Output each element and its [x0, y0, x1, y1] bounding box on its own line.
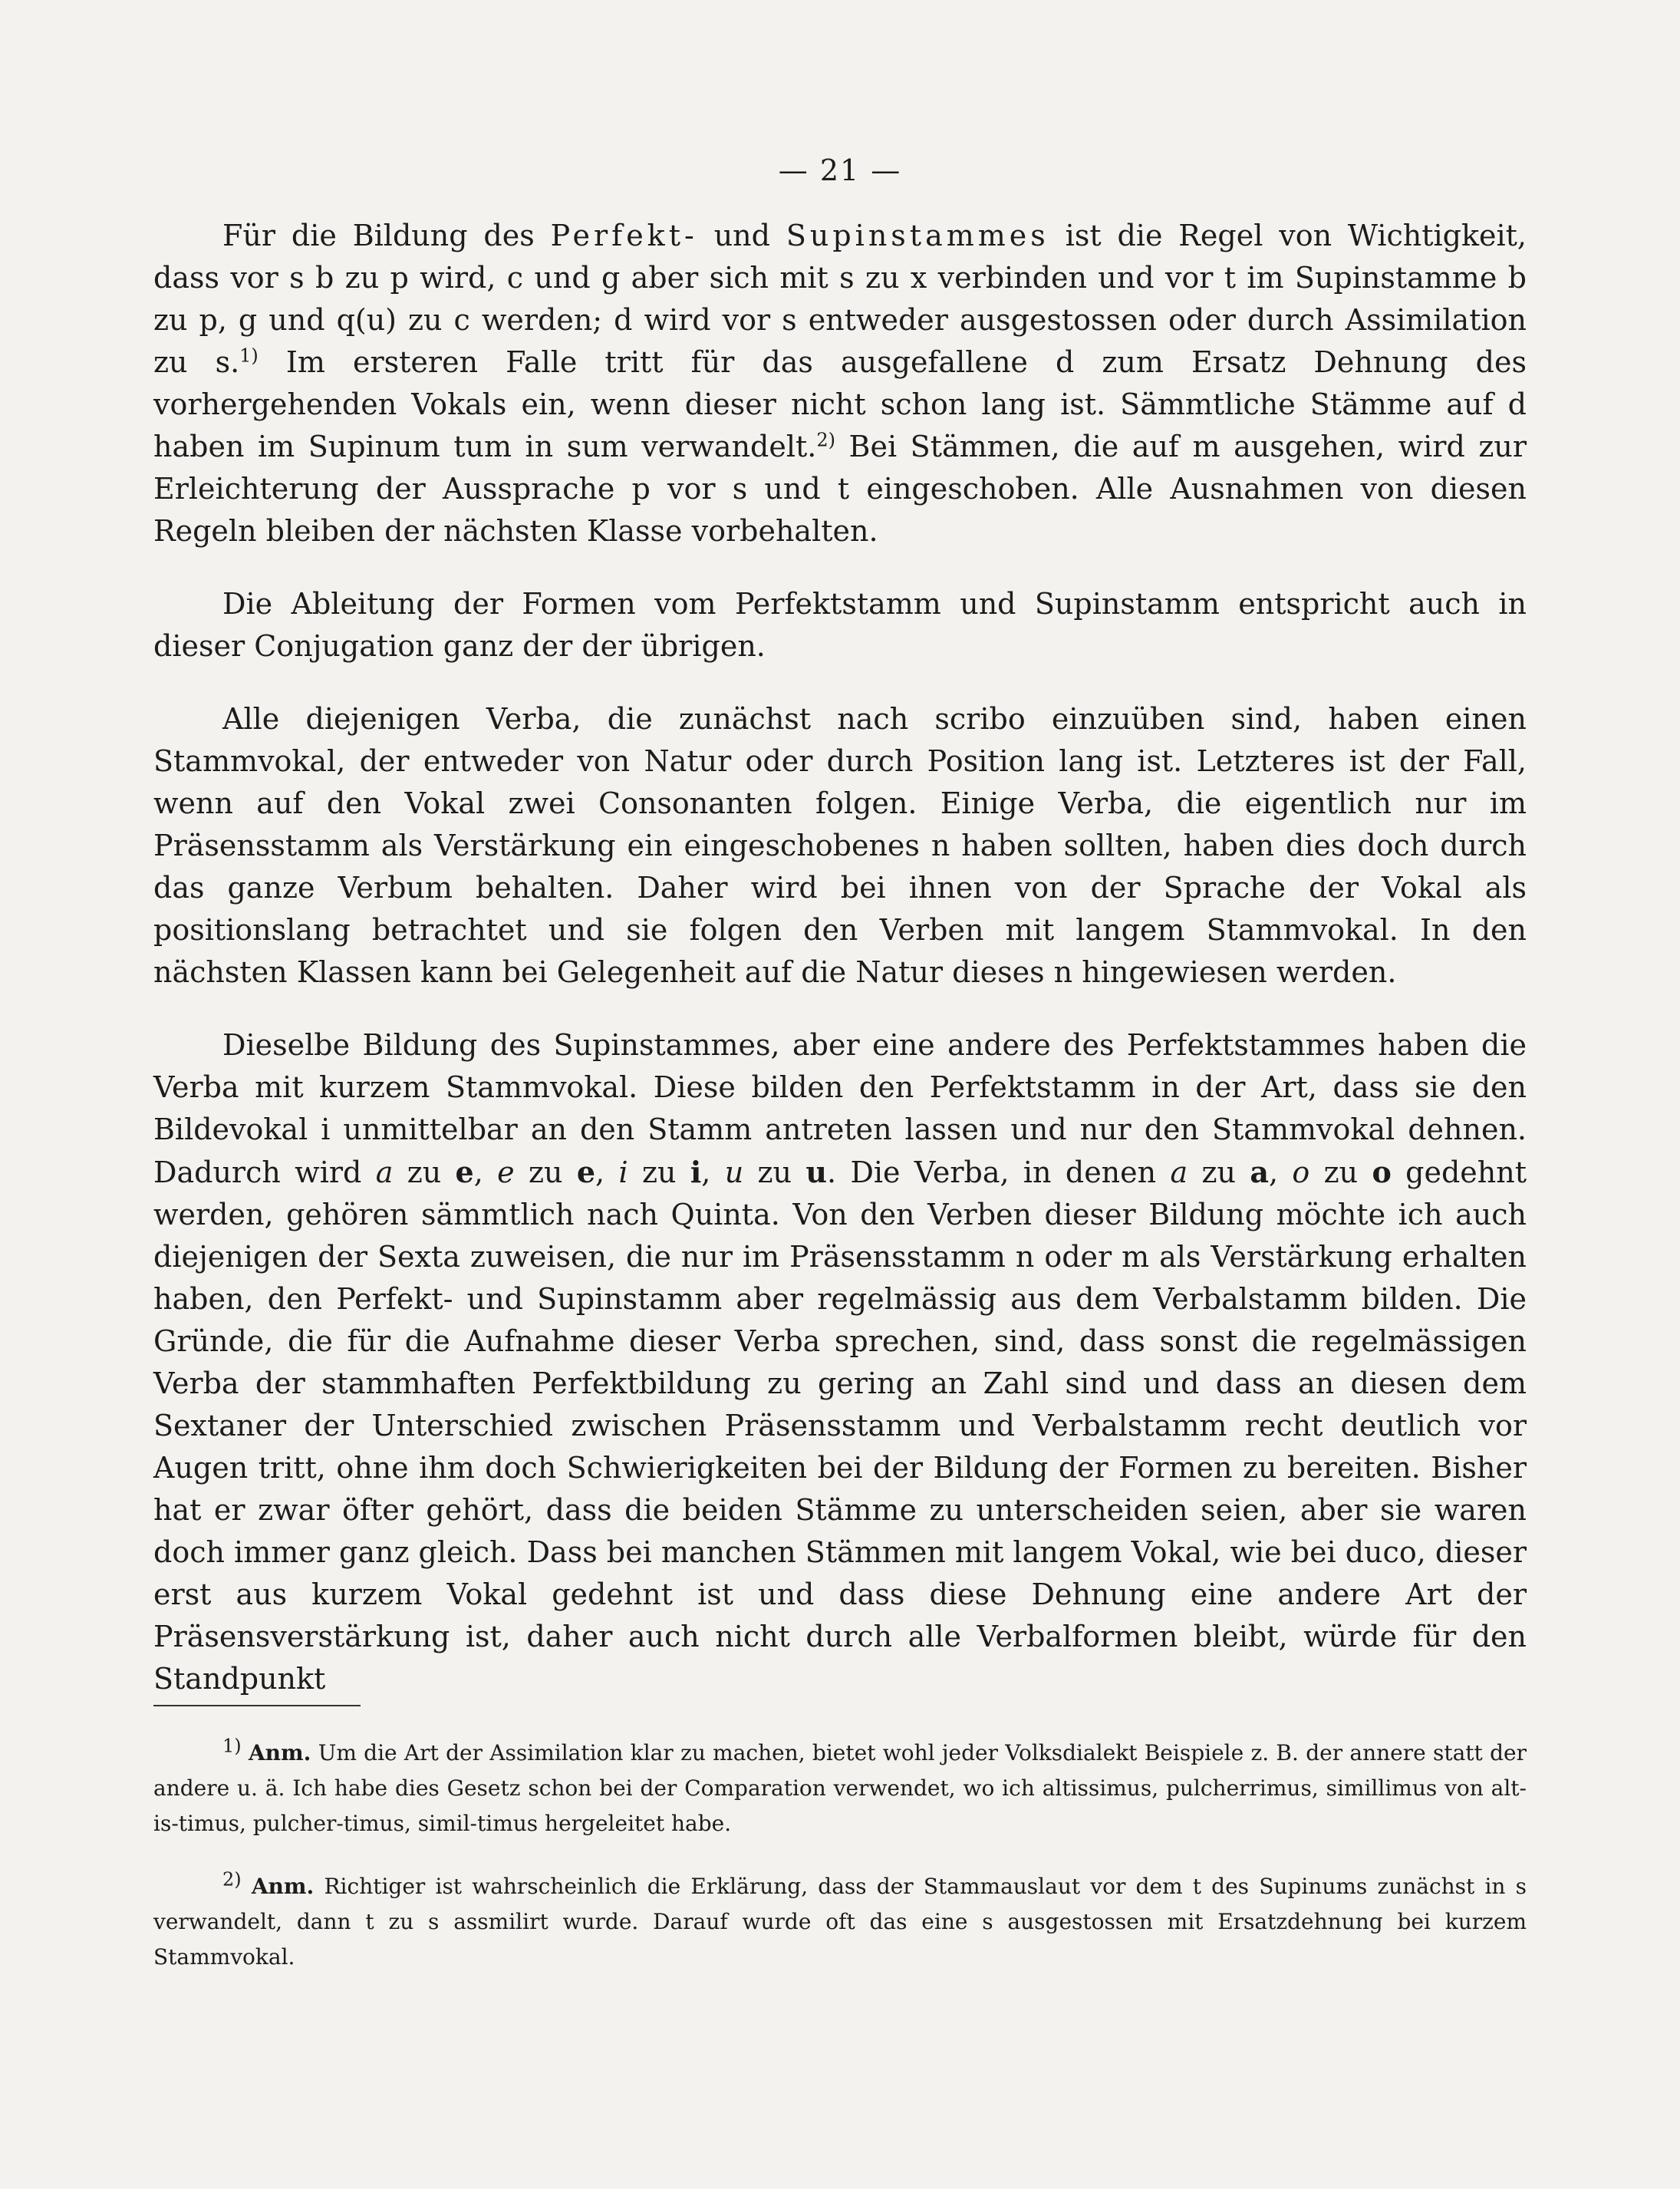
- footnote-1: $^{1)}$ Anm. Um die Art der Assimilation klar zu machen, bietet wohl jeder Volksdialekt Beispiele z. B. der annere statt der andere u. ä. Ich habe dies Gesetz schon bei der Comparation verwendet, wo ich altissimus, pulcherrimus, simillimus von alt-is-timus, pulcher-timus, simil-timus hergeleitet habe.: [153, 1735, 1527, 1836]
- footnotes: [153, 1736, 1527, 2003]
- paragraph-3: Alle diejenigen Verba, die zunächst nach scribo einzuüben sind, haben einen Stammvokal, der entweder von Natur oder durch Position lang ist. Letzteres ist der Fall, wenn auf den Vokal zwei Consonanten folgen. Einige Verba, die eigentlich nur im Präsensstamm als Verstärkung ein eingeschobenes n haben sollten, haben dies doch durch das ganze Verbum behalten. Daher wird bei ihnen von der Sprache der Vokal als positionslang betrachtet und sie folgen den Verben mit langem Stammvokal. In den nächsten Klassen kann bei Gelegenheit auf die Natur dieses n hingewiesen werden.: [153, 702, 1527, 989]
- paragraph-2: Die Ableitung der Formen vom Perfektstamm und Supinstamm entspricht auch in dieser Conjugation ganz der der übrigen.: [153, 587, 1527, 663]
- paragraph-4: Dieselbe Bildung des Supinstammes, aber eine andere des Perfektstammes haben die Verba mit kurzem Stammvokal. Diese bilden den Perfektstamm in der Art, dass sie den Bildevokal i unmittelbar an den Stamm antreten lassen und nur den Stammvokal dehnen. Dadurch wird a zu e, e zu e, i zu i, u zu u. Die Verba, in denen a zu a, o zu o gedehnt werden, gehören sämmtlich nach Quinta. Von den Verben dieser Bildung möchte ich auch diejenigen der Sexta zuweisen, die nur im Präsensstamm n oder m als Verstärkung erhalten haben, den Perfekt- und Supinstamm aber regelmässig aus dem Verbalstamm bilden. Die Gründe, die für die Aufnahme dieser Verba sprechen, sind, dass sonst die regelmässigen Verba der stammhaften Perfektbildung zu gering an Zahl sind und dass an diesen dem Sextaner der Unterschied zwischen Präsensstamm und Verbalstamm recht deutlich vor Augen tritt, ohne ihm doch Schwierigkeiten bei der Bildung der Formen zu bereiten. Bisher hat er zwar öfter gehört, dass die beiden Stämme zu unterscheiden seien, aber sie waren doch immer ganz gleich. Dass bei manchen Stämmen mit langem Vokal, wie bei duco, dieser erst aus kurzem Vokal gedehnt ist und dass diese Dehnung eine andere Art der Präsensverstärkung ist, daher auch nicht durch alle Verbalformen bleibt, würde für den Standpunkt: [153, 1028, 1527, 1696]
- footnote-2: $^{2)}$ Anm. Richtiger ist wahrscheinlich die Erklärung, dass der Stammauslaut vor dem t des Supinums zunächst in s verwandelt, dann t zu s assmilirt wurde. Darauf wurde oft das eine s ausgestossen mit Ersatzdehnung bei kurzem Stammvokal.: [153, 1868, 1527, 1970]
- paragraph-1: Für die Bildung des Perfekt- und Supinstammes ist die Regel von Wichtigkeit, dass vor s b zu p wird, c und g aber sich mit s zu x verbinden und vor t im Supinstamme b zu p, g und q(u) zu c werden; d wird vor s entweder ausgestossen oder durch Assimilation zu s.$^{1)}$ Im ersteren Falle tritt für das ausgefallene d zum Ersatz Dehnung des vorhergehenden Vokals ein, wenn dieser nicht schon lang ist. Sämmtliche Stämme auf d haben im Supinum tum in sum verwandelt.$^{2)}$ Bei Stämmen, die auf m ausgehen, wird zur Erleichterung der Aussprache p vor s und t eingeschoben. Alle Ausnahmen von diesen Regeln bleiben der nächsten Klasse vorbehalten.: [153, 219, 1527, 548]
- footnote-divider: [153, 1705, 361, 1706]
- page-number: — 21 —: [778, 153, 902, 187]
- footnote-ref-2: 2): [816, 429, 835, 451]
- footnote-ref-1: 1): [239, 345, 259, 367]
- body-text: [153, 215, 1527, 1731]
